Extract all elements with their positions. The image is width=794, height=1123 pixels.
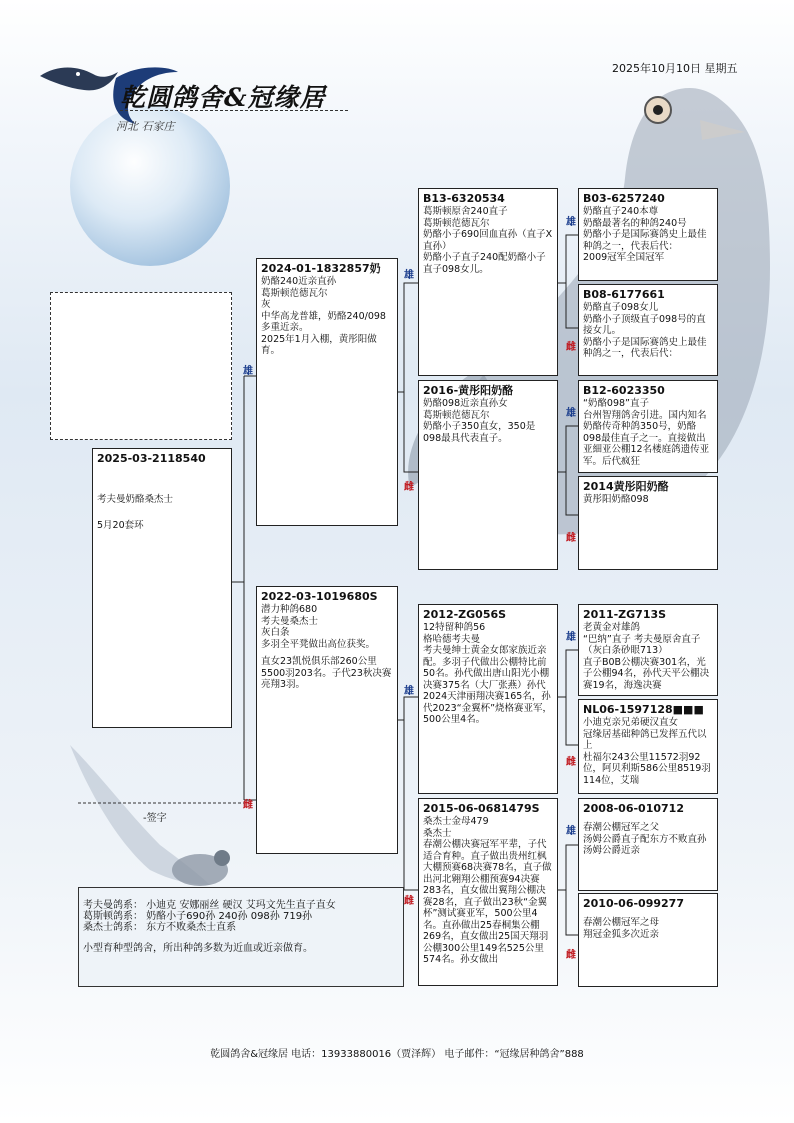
gen3-2-sex: 雌	[566, 342, 576, 353]
gen2-card-1	[418, 188, 558, 376]
footer-contact: 乾圆鸽舍&冠缘居 电话：13933880016（贾泽辉） 电子邮件：“冠缘居种鸽舍”888	[210, 1049, 584, 1060]
gen3-1-line-4: 2009冠军全国冠军	[583, 252, 665, 263]
gen3-card-3	[578, 380, 718, 473]
gen2-3-line-3: 考夫曼绅士黄金女郎家族近亲配。多羽子代做出公棚特比前50名。孙代做出唐山阳光小棚决赛375名（大厂张燕）孙代2024天津丽翔决赛165名，孙代2023“金翼杯”烧格赛亚军，500公里4名。	[423, 645, 553, 725]
gen2-2-line-3: 奶酪小子350直女，350是098最具代表直子。	[423, 421, 536, 444]
gen3-5-line-2: “巴纳”直子 考夫曼原舍直子（灰白条砂眼713）	[583, 633, 701, 656]
gen2-3-id: 2012-ZG056S	[423, 608, 507, 621]
gen3-4-line-1: 黄彤阳奶酪098	[583, 494, 649, 505]
gen3-7-line-2: 汤姆公爵直子配东方不败直孙	[583, 833, 707, 845]
gen2-4-sex: 雌	[404, 896, 414, 907]
gen2-1-line-3: 奶酪小子690回血直孙（直子X直孙）	[423, 229, 553, 252]
gen3-7-id: 2008-06-010712	[583, 802, 684, 815]
gen3-8-sex: 雌	[566, 950, 576, 961]
gen2-4-line-3: 春潮公棚决赛冠军平辈，子代适合育种。直子做出贵州红枫大棚预赛68决赛78名，直子做出河北翱翔公棚预赛94决赛283名，直女做出翼翔公棚决赛28名，直子做出23秋“金翼杯”测试赛亚军，500公里4名。直孙做出25春桐集公棚269名，直女做出25国天翔羽公棚300公里149名525公里574名。孙女做出	[423, 839, 552, 965]
gen3-card-7	[578, 798, 718, 891]
brand-title: 乾圆鸽舍&冠缘居	[120, 83, 326, 112]
dam-card	[256, 586, 398, 854]
sire-line-5: 2025年1月入棚，黄彤阳做育。	[261, 333, 377, 356]
gen3-2-line-1: 奶酪直子098女儿	[583, 302, 659, 313]
gen3-7-line-3: 汤姆公爵近亲	[583, 845, 641, 856]
gen3-2-line-3: 奶酪小子是国际赛鸽史上最佳种鸽之一，代表后代：	[583, 336, 707, 359]
gen2-1-line-4: 奶酪小子直子240配奶酪小子直子098女儿。	[423, 252, 546, 275]
gen3-5-line-3: 直子B0B公棚决赛301名，光子公棚94名，孙代天平公棚决赛19名，海逸决赛	[583, 656, 710, 691]
bloodline-notes	[78, 887, 404, 987]
gen3-5-sex: 雄	[566, 632, 576, 643]
gen2-2-line-1: 奶酪098近亲直孙女	[423, 398, 508, 409]
gen2-1-line-1: 葛斯顿原舍240直子	[423, 206, 508, 217]
sire-line-1: 奶酪240近亲直孙	[261, 276, 337, 287]
gen3-6-line-1: 小迪克亲兄弟硬汉直女	[583, 717, 679, 728]
gen3-1-line-1: 奶酪直子240本尊	[583, 206, 659, 217]
gen3-6-line-3: 杜福尔243公里11572羽92位，阿贝利斯586公里8519羽114位，艾瑞	[583, 751, 711, 786]
sire-sex-label: 雄	[243, 366, 253, 377]
gen3-2-id: B08-6177661	[583, 288, 665, 301]
gen2-card-3	[418, 604, 558, 794]
signature-label: -签字	[143, 813, 167, 824]
dam-line-1: 潜力种鸽680	[261, 604, 318, 615]
gen3-1-line-2: 奶酪最著名的种鸽240号	[583, 217, 687, 229]
gen2-3-line-2: 格哈德考夫曼	[423, 633, 481, 645]
notes-line-3: 桑杰士鸽系： 东方不败桑杰士直系	[83, 922, 237, 933]
subject-card	[92, 448, 232, 728]
sire-ring-id: 2024-01-1832857奶	[261, 262, 381, 275]
gen3-1-sex: 雄	[566, 217, 576, 228]
dam-ring-id: 2022-03-1019680S	[261, 590, 378, 603]
gen2-1-line-2: 葛斯顿范德瓦尔	[423, 217, 490, 229]
gen3-card-6	[578, 699, 718, 794]
gen3-3-line-1: “奶酪098”直子	[583, 398, 649, 409]
gen3-4-id: 2014黄彤阳奶酪	[583, 480, 669, 493]
gen3-3-id: B12-6023350	[583, 384, 665, 397]
gen3-1-id: B03-6257240	[583, 192, 665, 205]
gen3-7-line-1: 春潮公棚冠军之父	[583, 822, 660, 833]
gen3-card-1	[578, 188, 718, 281]
gen3-8-line-1: 春潮公棚冠军之母	[583, 917, 660, 928]
gen2-4-line-2: 桑杰士	[423, 827, 452, 839]
dam-line-4: 多羽全平凳做出高位获奖。	[261, 638, 376, 650]
dam-sex-label: 雌	[243, 800, 253, 811]
gen3-5-id: 2011-ZG713S	[583, 608, 667, 621]
subject-note: 5月20套环	[97, 519, 144, 531]
gen2-1-sex: 雄	[404, 270, 414, 281]
sire-card	[256, 258, 398, 526]
gen3-8-id: 2010-06-099277	[583, 897, 684, 910]
notes-line-2: 葛斯顿鸽系： 奶酪小子690孙 240孙 098孙 719孙	[83, 911, 313, 922]
location-label: 河北 石家庄	[116, 120, 175, 133]
gen3-3-line-2: 台州智翔鸽舍引进。国内知名奶酪传奇种鸽350号，奶酪098最佳直子之一。直接做出亚細亚公棚12名楼庭鸽遗传亚军。后代疯狂	[583, 409, 710, 467]
gen3-card-5	[578, 604, 718, 696]
gen2-1-id: B13-6320534	[423, 192, 505, 205]
print-date: 2025年10月10日 星期五	[612, 62, 738, 75]
gen2-card-4	[418, 798, 558, 986]
gen2-2-id: 2016-黄彤阳奶酪	[423, 384, 514, 397]
gen3-card-4	[578, 476, 718, 570]
notes-line-1: 考夫曼鸽系： 小迪克 安娜丽丝 硬汉 艾玛文先生直子直女	[83, 900, 336, 911]
gen2-4-id: 2015-06-0681479S	[423, 802, 540, 815]
gen3-8-line-2: 翔冠金狐多次近亲	[583, 928, 660, 940]
subject-line: 考夫曼奶酪桑杰士	[97, 494, 174, 505]
gen2-3-line-1: 12特留种鸽56	[423, 622, 486, 633]
sire-line-4: 中华高龙普雄，奶酪240/098多重近亲。	[261, 310, 386, 333]
dam-line-5: 直女23凯悦俱乐部260公里5500羽203名。子代23秋决赛亮翔3羽。	[261, 656, 392, 690]
gen3-6-line-2: 冠缘居基础种鸽已发挥五代以上	[583, 728, 707, 751]
sire-line-3: 灰	[261, 299, 271, 310]
gen3-card-2	[578, 284, 718, 376]
gen3-5-line-1: 老黄金对雄鸽	[583, 622, 641, 633]
gen3-6-sex: 雌	[566, 757, 576, 768]
gen2-card-2	[418, 380, 558, 570]
gen3-card-8	[578, 893, 718, 987]
sire-line-2: 葛斯顿范德瓦尔	[261, 287, 328, 299]
gen3-4-sex: 雌	[566, 533, 576, 544]
gen3-2-line-2: 奶酪小子顶级直子098号的直接女儿。	[583, 313, 706, 336]
gen2-4-line-1: 桑杰士金母479	[423, 816, 489, 827]
gen2-3-sex: 雄	[404, 686, 414, 697]
gen3-6-id: NL06-1597128■■■	[583, 703, 704, 716]
subject-ring-id: 2025-03-2118540	[97, 452, 206, 465]
gen2-2-sex: 雌	[404, 482, 414, 493]
notes-summary: 小型育种型鸽舍，所出种鸽多数为近血或近亲做育。	[83, 943, 313, 954]
gen3-7-sex: 雄	[566, 826, 576, 837]
dam-line-3: 灰白条	[261, 627, 290, 638]
gen3-1-line-3: 奶酪小子是国际赛鸽史上最佳种鸽之一，代表后代：	[583, 229, 707, 252]
gen3-3-sex: 雄	[566, 408, 576, 419]
gen2-2-line-2: 葛斯顿范德瓦尔	[423, 409, 490, 421]
dam-line-2: 考夫曼桑杰士	[261, 615, 319, 627]
